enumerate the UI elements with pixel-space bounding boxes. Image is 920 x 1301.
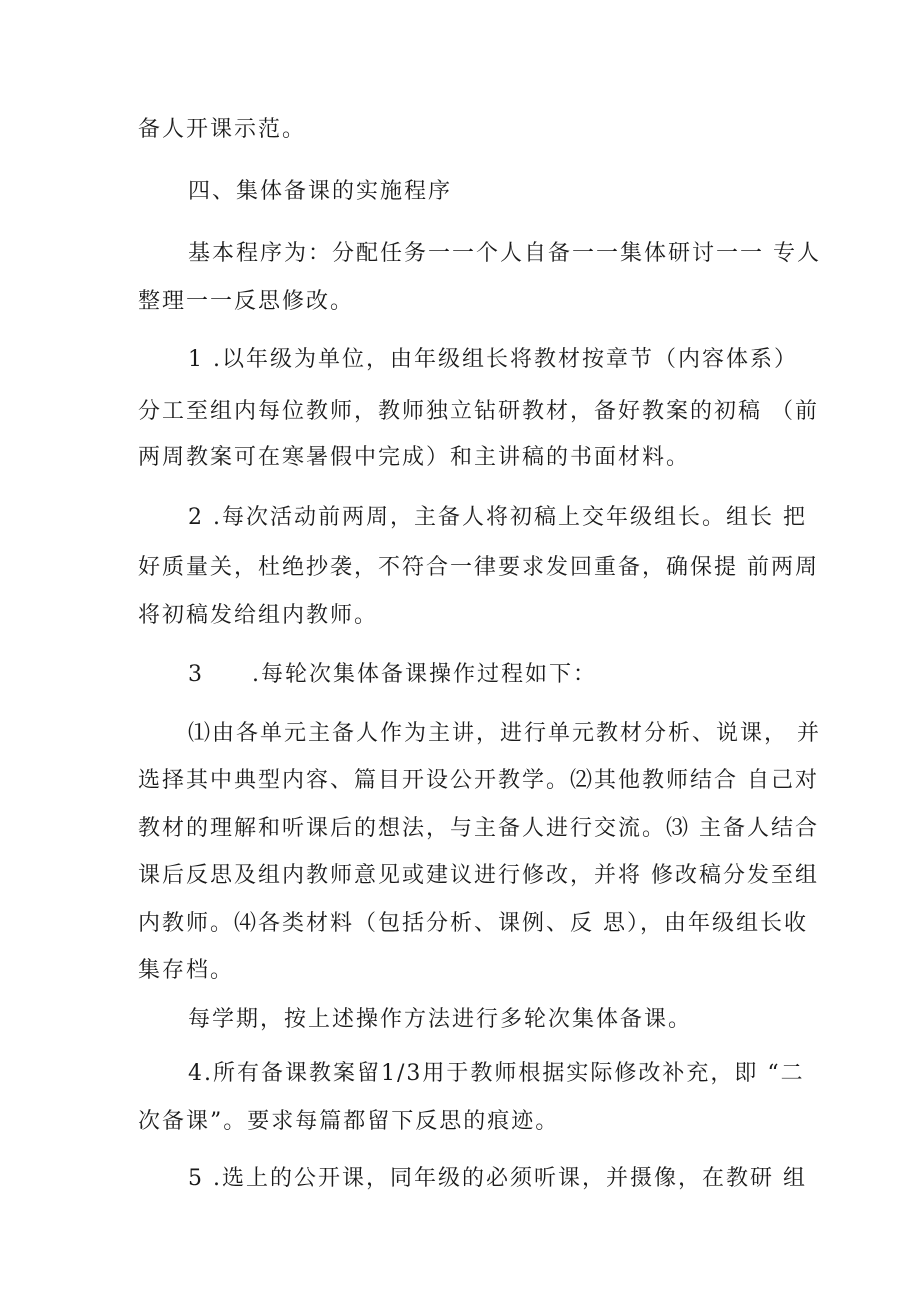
text-line: 整理一一反思修改。 (138, 289, 355, 314)
text-line: 1 .以年级为单位，由年级组长将教材按章节（内容体系） (188, 347, 798, 372)
text-line: 分工至组内每位教师，教师独立钻研教材，备好教案的初稿 （前 (138, 399, 819, 424)
text-line: 3 .每轮次集体备课操作过程如下： (188, 662, 597, 687)
text-line: 好质量关，杜绝抄袭，不符合一律要求发回重备，确保提 前两周 (138, 555, 819, 580)
text-line: 教材的理解和听课后的想法，与主备人进行交流。⑶ 主备人结合 (138, 816, 819, 841)
text-line: 内教师。⑷各类材料（包括分析、课例、反 思），由年级组长收 (138, 911, 808, 936)
text-line: 选择其中典型内容、篇目开设公开教学。⑵其他教师结合 自己对 (138, 768, 819, 793)
text-line: 课后反思及组内教师意见或建议进行修改，并将 修改稿分发至组 (138, 863, 819, 888)
text-line: 4.所有备课教案留1/3用于教师根据实际修改补充，即 “二 (188, 1061, 805, 1086)
text-line: 5 .选上的公开课，同年级的必须听课，并摄像，在教研 组 (188, 1166, 807, 1191)
text-line: 将初稿发给组内教师。 (138, 603, 379, 628)
text-line: 基本程序为：分配任务一一个人自备一一集体研讨一一 专人 (188, 241, 821, 266)
text-line: 2 .每次活动前两周，主备人将初稿上交年级组长。组长 把 (188, 505, 807, 530)
text-line: 每学期，按上述操作方法进行多轮次集体备课。 (188, 1007, 693, 1032)
section-heading: 四、集体备课的实施程序 (188, 179, 453, 204)
text-line: 备人开课示范。 (138, 117, 307, 142)
text-line: 集存档。 (138, 958, 235, 983)
text-line: ⑴由各单元主备人作为主讲，进行单元教材分析、说课， 并 (188, 721, 821, 746)
text-line: 两周教案可在寒暑假中完成）和主讲稿的书面材料。 (138, 445, 691, 470)
text-line: 次备课”。要求每篇都留下反思的痕迹。 (138, 1109, 560, 1134)
